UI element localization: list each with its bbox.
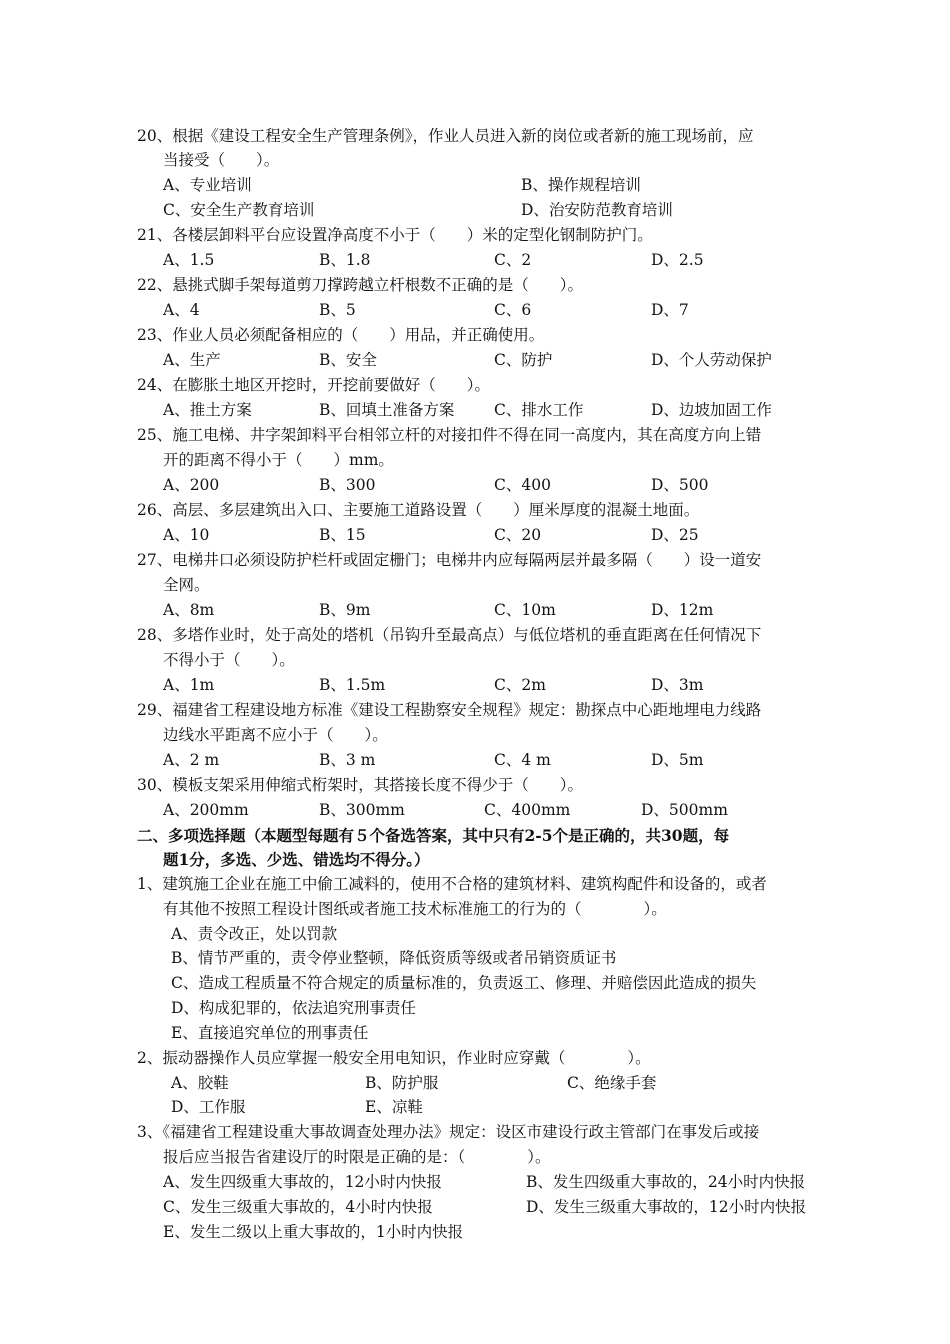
- option-a: A、2 m: [163, 751, 220, 769]
- question-27-line1: 27、电梯井口必须设防护栏杆或固定栅门；电梯井内应每隔两层并最多隔（ ）设一道安: [137, 551, 762, 569]
- question-27-line2: 全网。: [163, 576, 210, 594]
- option-b: B、回填土准备方案: [319, 401, 455, 419]
- option-b: B、1.8: [319, 251, 371, 269]
- option-b: B、操作规程培训: [521, 176, 641, 194]
- question-25-line1: 25、施工电梯、井字架卸料平台相邻立杆的对接扣件不得在同一高度内，其在高度方向上错: [137, 426, 762, 444]
- question-24: 24、在膨胀土地区开挖时，开挖前要做好（ ）。: [137, 376, 490, 394]
- option-b: B、9m: [319, 601, 371, 619]
- question-20-line1: 20、根据《建设工程安全生产管理条例》，作业人员进入新的岗位或者新的施工现场前，应: [137, 127, 754, 145]
- option-c: C、绝缘手套: [567, 1074, 657, 1092]
- option-c: C、6: [494, 301, 532, 319]
- option-d: D、12m: [651, 601, 714, 619]
- option-b: B、300: [319, 476, 376, 494]
- option-c: C、造成工程质量不符合规定的质量标准的，负责返工、修理、并赔偿因此造成的损失: [171, 974, 757, 992]
- multi-question-3-line1: 3、《福建省工程建设重大事故调查处理办法》规定：设区市建设行政主管部门在事发后或接: [137, 1123, 760, 1141]
- option-a: A、1m: [163, 676, 215, 694]
- question-26: 26、高层、多层建筑出入口、主要施工道路设置（ ）厘米厚度的混凝土地面。: [137, 501, 700, 519]
- section-heading-line2: 题1分，多选、少选、错选均不得分。）: [163, 850, 430, 869]
- option-b: B、防护服: [365, 1074, 439, 1092]
- option-a: A、生产: [163, 351, 221, 369]
- question-29-line1: 29、福建省工程建设地方标准《建设工程勘察安全规程》规定：勘探点中心距地埋电力线路: [137, 701, 762, 719]
- option-a: A、发生四级重大事故的，12小时内快报: [163, 1173, 442, 1191]
- question-23: 23、作业人员必须配备相应的（ ）用品，并正确使用。: [137, 326, 545, 344]
- question-21: 21、各楼层卸料平台应设置净高度不小于（ ）米的定型化钢制防护门。: [137, 226, 653, 244]
- option-d: D、构成犯罪的，依法追究刑事责任: [171, 999, 416, 1017]
- option-b: B、情节严重的，责令停业整顿，降低资质等级或者吊销资质证书: [171, 949, 617, 967]
- multi-question-2: 2、振动器操作人员应掌握一般安全用电知识，作业时应穿戴（ ）。: [137, 1049, 651, 1067]
- option-d: D、500: [651, 476, 709, 494]
- option-c: C、防护: [494, 351, 553, 369]
- option-a: A、1.5: [163, 251, 215, 269]
- option-c: C、2: [494, 251, 532, 269]
- option-e: E、凉鞋: [365, 1098, 423, 1116]
- option-b: B、发生四级重大事故的，24小时内快报: [526, 1173, 806, 1191]
- multi-question-1-line2: 有其他不按照工程设计图纸或者施工技术标准施工的行为的（ ）。: [163, 900, 667, 918]
- option-a: A、胶鞋: [171, 1074, 229, 1092]
- option-a: A、4: [163, 301, 200, 319]
- option-d: D、5m: [651, 751, 704, 769]
- option-d: D、发生三级重大事故的，12小时内快报: [526, 1198, 807, 1216]
- option-d: D、边坡加固工作: [651, 401, 772, 419]
- option-a: A、200mm: [163, 801, 249, 819]
- option-d: D、7: [651, 301, 689, 319]
- option-a: A、责令改正，处以罚款: [171, 925, 338, 943]
- option-c: C、400: [494, 476, 551, 494]
- option-b: B、1.5m: [319, 676, 386, 694]
- question-28-line2: 不得小于（ ）。: [163, 651, 295, 669]
- option-d: D、治安防范教育培训: [521, 201, 673, 219]
- option-e: E、直接追究单位的刑事责任: [171, 1024, 369, 1042]
- option-c: C、400mm: [484, 801, 571, 819]
- option-d: D、3m: [651, 676, 704, 694]
- option-a: A、8m: [163, 601, 215, 619]
- option-c: C、10m: [494, 601, 556, 619]
- option-a: A、200: [163, 476, 220, 494]
- option-b: B、安全: [319, 351, 377, 369]
- question-30: 30、模板支架采用伸缩式桁架时，其搭接长度不得少于（ ）。: [137, 776, 583, 794]
- option-b: B、300mm: [319, 801, 405, 819]
- multi-question-3-line2: 报后应当报告省建设厅的时限是正确的是：（ ）。: [163, 1148, 551, 1166]
- option-a: A、10: [163, 526, 210, 544]
- option-b: B、15: [319, 526, 366, 544]
- option-c: C、发生三级重大事故的，4小时内快报: [163, 1198, 433, 1216]
- option-a: A、推土方案: [163, 401, 252, 419]
- option-e: E、发生二级以上重大事故的，1小时内快报: [163, 1223, 464, 1241]
- question-28-line1: 28、多塔作业时，处于高处的塔机（吊钩升至最高点）与低位塔机的垂直距离在任何情况下: [137, 626, 762, 644]
- option-c: C、2m: [494, 676, 546, 694]
- option-c: C、20: [494, 526, 542, 544]
- option-b: B、5: [319, 301, 356, 319]
- option-d: D、2.5: [651, 251, 704, 269]
- option-d: D、500mm: [641, 801, 728, 819]
- option-b: B、3 m: [319, 751, 376, 769]
- question-29-line2: 边线水平距离不应小于（ ）。: [163, 726, 388, 744]
- option-c: C、安全生产教育培训: [163, 201, 315, 219]
- section-heading-line1: 二、多项选择题（本题型每题有５个备选答案，其中只有2-5个是正确的，共30题，每: [137, 826, 730, 845]
- question-25-line2: 开的距离不得小于（ ）mm。: [163, 451, 394, 469]
- option-a: A、专业培训: [163, 176, 252, 194]
- option-c: C、4 m: [494, 751, 551, 769]
- option-d: D、工作服: [171, 1098, 246, 1116]
- multi-question-1-line1: 1、建筑施工企业在施工中偷工减料的，使用不合格的建筑材料、建筑构配件和设备的，或者: [137, 875, 767, 893]
- question-20-line2: 当接受（ ）。: [163, 151, 280, 169]
- option-d: D、25: [651, 526, 699, 544]
- question-22: 22、悬挑式脚手架每道剪刀撑跨越立杆根数不正确的是（ ）。: [137, 276, 583, 294]
- option-c: C、排水工作: [494, 401, 584, 419]
- option-d: D、个人劳动保护: [651, 351, 772, 369]
